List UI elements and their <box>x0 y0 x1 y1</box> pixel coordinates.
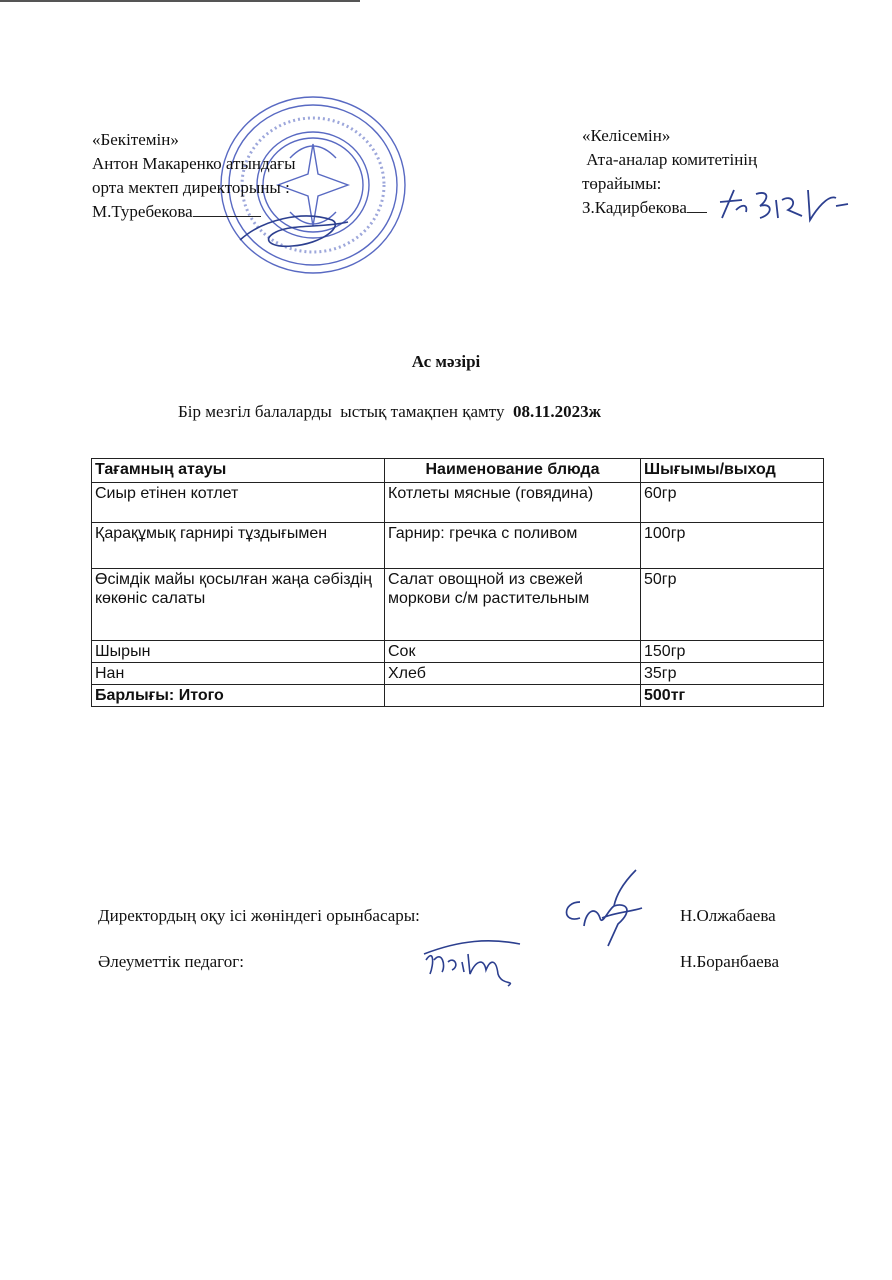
agree-committee: Ата-аналар комитетінің <box>582 150 758 169</box>
total-row <box>92 685 824 707</box>
table-row <box>92 569 824 641</box>
agree-signer-name: З.Кадирбекова <box>582 198 687 217</box>
agree-position: төрайымы: <box>582 174 662 193</box>
cell-ru-name: Сок <box>385 641 641 663</box>
total-value: 500тг <box>641 685 824 707</box>
cell-output: 35гр <box>641 663 824 685</box>
top-edge-line <box>0 0 360 2</box>
cell-ru-name: Котлеты мясные (говядина) <box>385 483 641 523</box>
committee-signature <box>712 180 852 232</box>
cell-kz-name: Сиыр етінен котлет <box>92 483 385 523</box>
cell-output: 150гр <box>641 641 824 663</box>
approve-signer-name: М.Туребекова <box>92 202 193 221</box>
signature-line <box>687 212 707 213</box>
total-ru <box>385 685 641 707</box>
approve-position: орта мектеп директорыны : <box>92 178 290 197</box>
social-name: Н.Боранбаева <box>680 952 780 971</box>
social-signature <box>420 930 530 990</box>
cell-output: 100гр <box>641 523 824 569</box>
menu-date: 08.11.2023ж <box>513 402 601 421</box>
cell-kz-name: Шырын <box>92 641 385 663</box>
header-output: Шығымы/выход <box>641 459 824 483</box>
table-row <box>92 641 824 663</box>
deputy-name: Н.Олжабаева <box>680 906 776 925</box>
header-ru-name: Наименование блюда <box>385 459 641 483</box>
total-label: Барлығы: Итого <box>92 685 385 707</box>
table-row <box>92 663 824 685</box>
cell-ru-name: Салат овощной из свежей моркови с/м растительным <box>385 569 641 641</box>
deputy-signature <box>556 866 646 956</box>
header-kz-name: Тағамның атауы <box>92 459 385 483</box>
director-signature <box>232 200 352 260</box>
table-row <box>92 523 824 569</box>
table-header-row <box>92 459 824 483</box>
menu-subtitle <box>178 402 601 422</box>
social-label: Әлеуметтік педагог: <box>98 952 244 971</box>
subtitle-text: Бір мезгіл балаларды ыстық тамақпен қамту <box>178 402 514 421</box>
approve-school: Антон Макаренко атындағы <box>92 154 296 173</box>
page-title: Ас мәзірі <box>411 352 481 371</box>
deputy-label: Директордың оқу ісі жөніндегі орынбасары: <box>98 906 420 925</box>
approve-heading: «Бекітемін» <box>92 130 179 149</box>
menu-table <box>91 458 824 707</box>
cell-kz-name: Нан <box>92 663 385 685</box>
cell-ru-name: Гарнир: гречка с поливом <box>385 523 641 569</box>
table-row <box>92 483 824 523</box>
cell-kz-name: Қарақұмық гарнирі тұздығымен <box>92 523 385 569</box>
cell-kz-name: Өсімдік майы қосылған жаңа сәбіздің көкөніс салаты <box>92 569 385 641</box>
cell-output: 60гр <box>641 483 824 523</box>
agree-heading: «Келісемін» <box>582 126 671 145</box>
cell-output: 50гр <box>641 569 824 641</box>
cell-ru-name: Хлеб <box>385 663 641 685</box>
